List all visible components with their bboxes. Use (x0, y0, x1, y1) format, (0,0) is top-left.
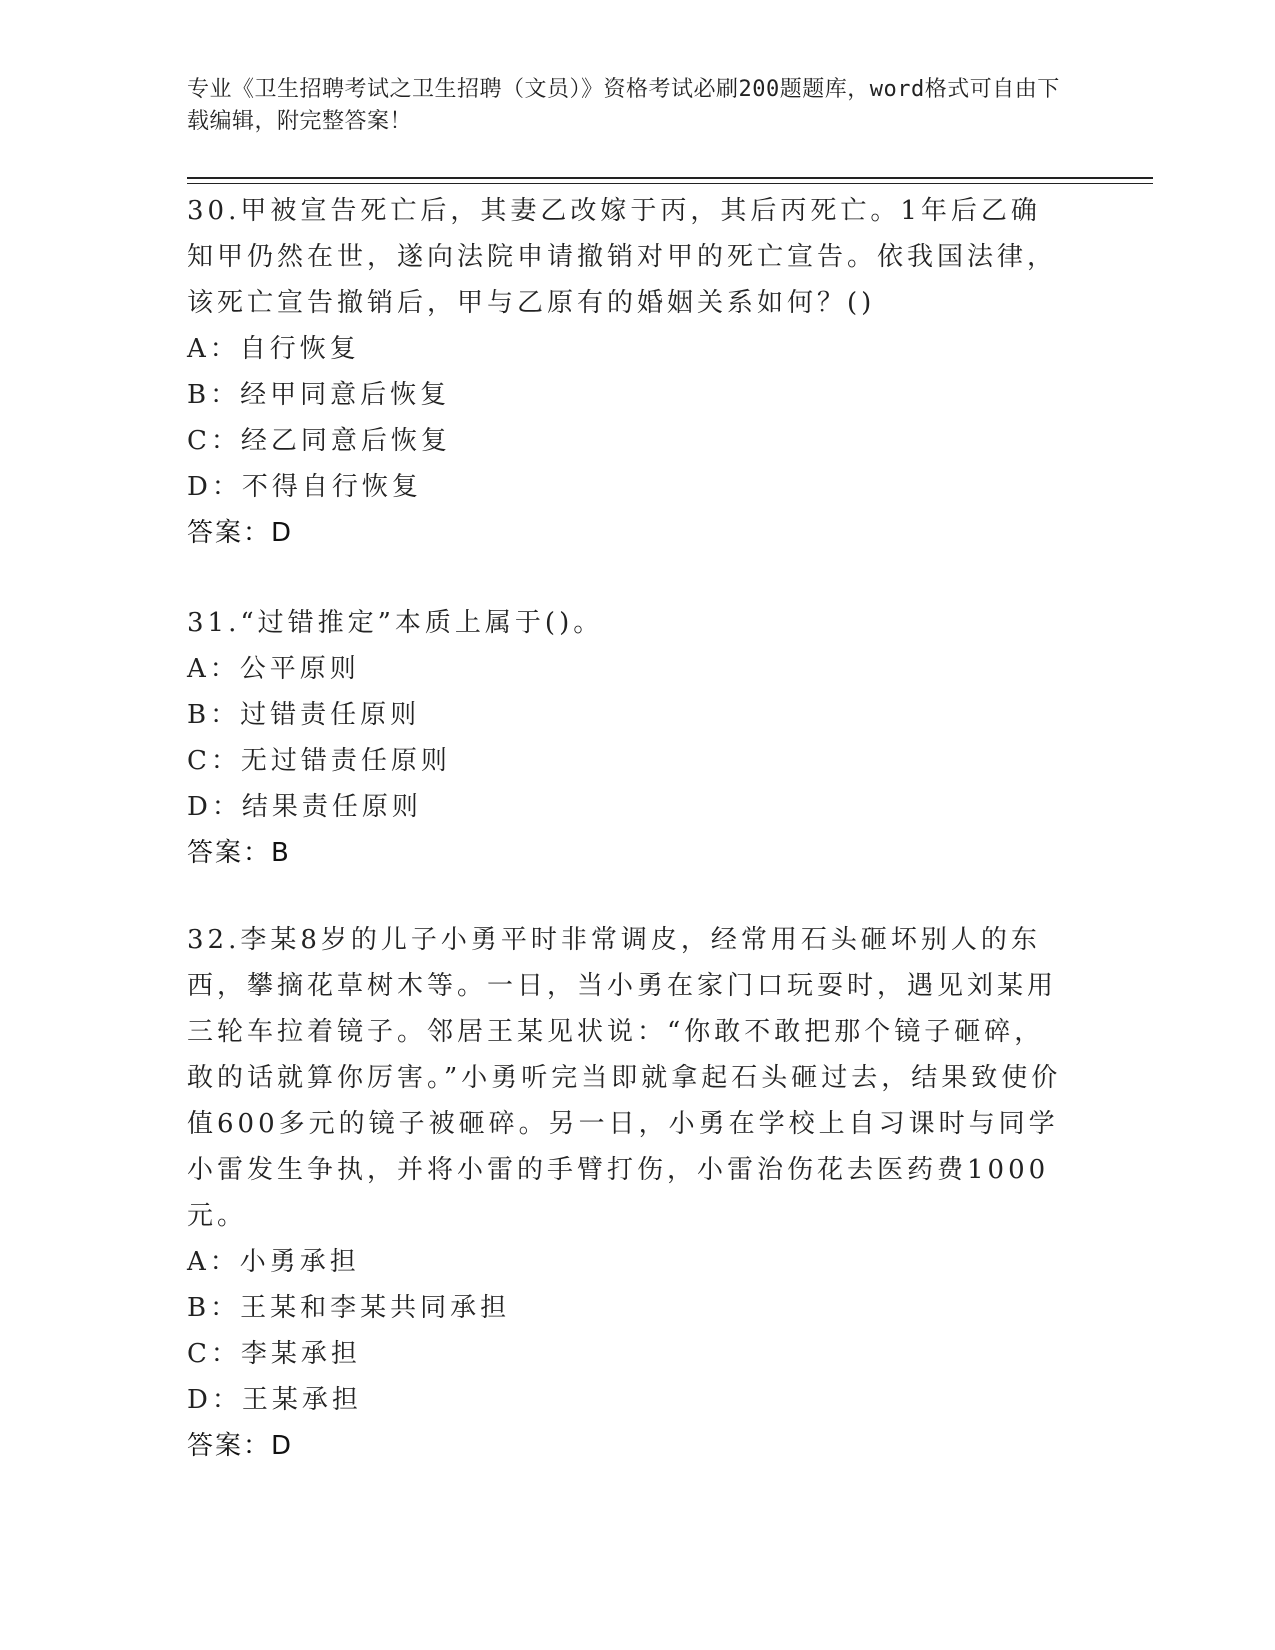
option-c: C：经乙同意后恢复 (187, 426, 451, 456)
option-a: A：自行恢复 (187, 334, 360, 364)
option-c: C：无过错责任原则 (187, 746, 451, 776)
question-30 (187, 188, 1067, 556)
question-31 (187, 600, 1067, 876)
question-stem: 31.“过错推定”本质上属于()。 (187, 608, 604, 638)
option-d: D：王某承担 (187, 1385, 362, 1415)
header-divider-thin (187, 183, 1153, 184)
option-b: B：经甲同意后恢复 (187, 380, 451, 410)
header-divider-thick (187, 177, 1153, 179)
option-d: D：结果责任原则 (187, 792, 422, 822)
option-b: B：王某和李某共同承担 (187, 1293, 511, 1323)
question-32 (187, 917, 1067, 1469)
option-c: C：李某承担 (187, 1339, 361, 1369)
option-a: A：小勇承担 (187, 1247, 360, 1277)
answer-line: 答案：D (187, 1431, 294, 1461)
document-header (187, 74, 1067, 138)
header-intro-text: 专业《卫生招聘考试之卫生招聘（文员）》资格考试必刷200题题库，word格式可自由下载编辑，附完整答案！ (187, 77, 1060, 134)
option-b: B：过错责任原则 (187, 700, 421, 730)
option-a: A：公平原则 (187, 654, 360, 684)
answer-line: 答案：D (187, 518, 294, 548)
answer-line: 答案：B (187, 838, 291, 868)
question-stem: 32.李某8岁的儿子小勇平时非常调皮，经常用石头砸坏别人的东西，攀摘花草树木等。一日，当小勇在家门口玩耍时，遇见刘某用三轮车拉着镜子。邻居王某见状说：“你敢不敢把那个镜子砸碎，敢的话就算你厉害。”小勇听完当即就拿起石头砸过去，结果致使价值600多元的镜子被砸碎。另一日，小勇在学校上自习课时与同学小雷发生争执，并将小雷的手臂打伤，小雷治伤花去医药费1000元。 (187, 925, 1062, 1231)
option-d: D：不得自行恢复 (187, 472, 422, 502)
question-stem: 30.甲被宣告死亡后，其妻乙改嫁于丙，其后丙死亡。1年后乙确知甲仍然在世，遂向法院申请撤销对甲的死亡宣告。依我国法律，该死亡宣告撤销后，甲与乙原有的婚姻关系如何？() (187, 196, 1058, 318)
